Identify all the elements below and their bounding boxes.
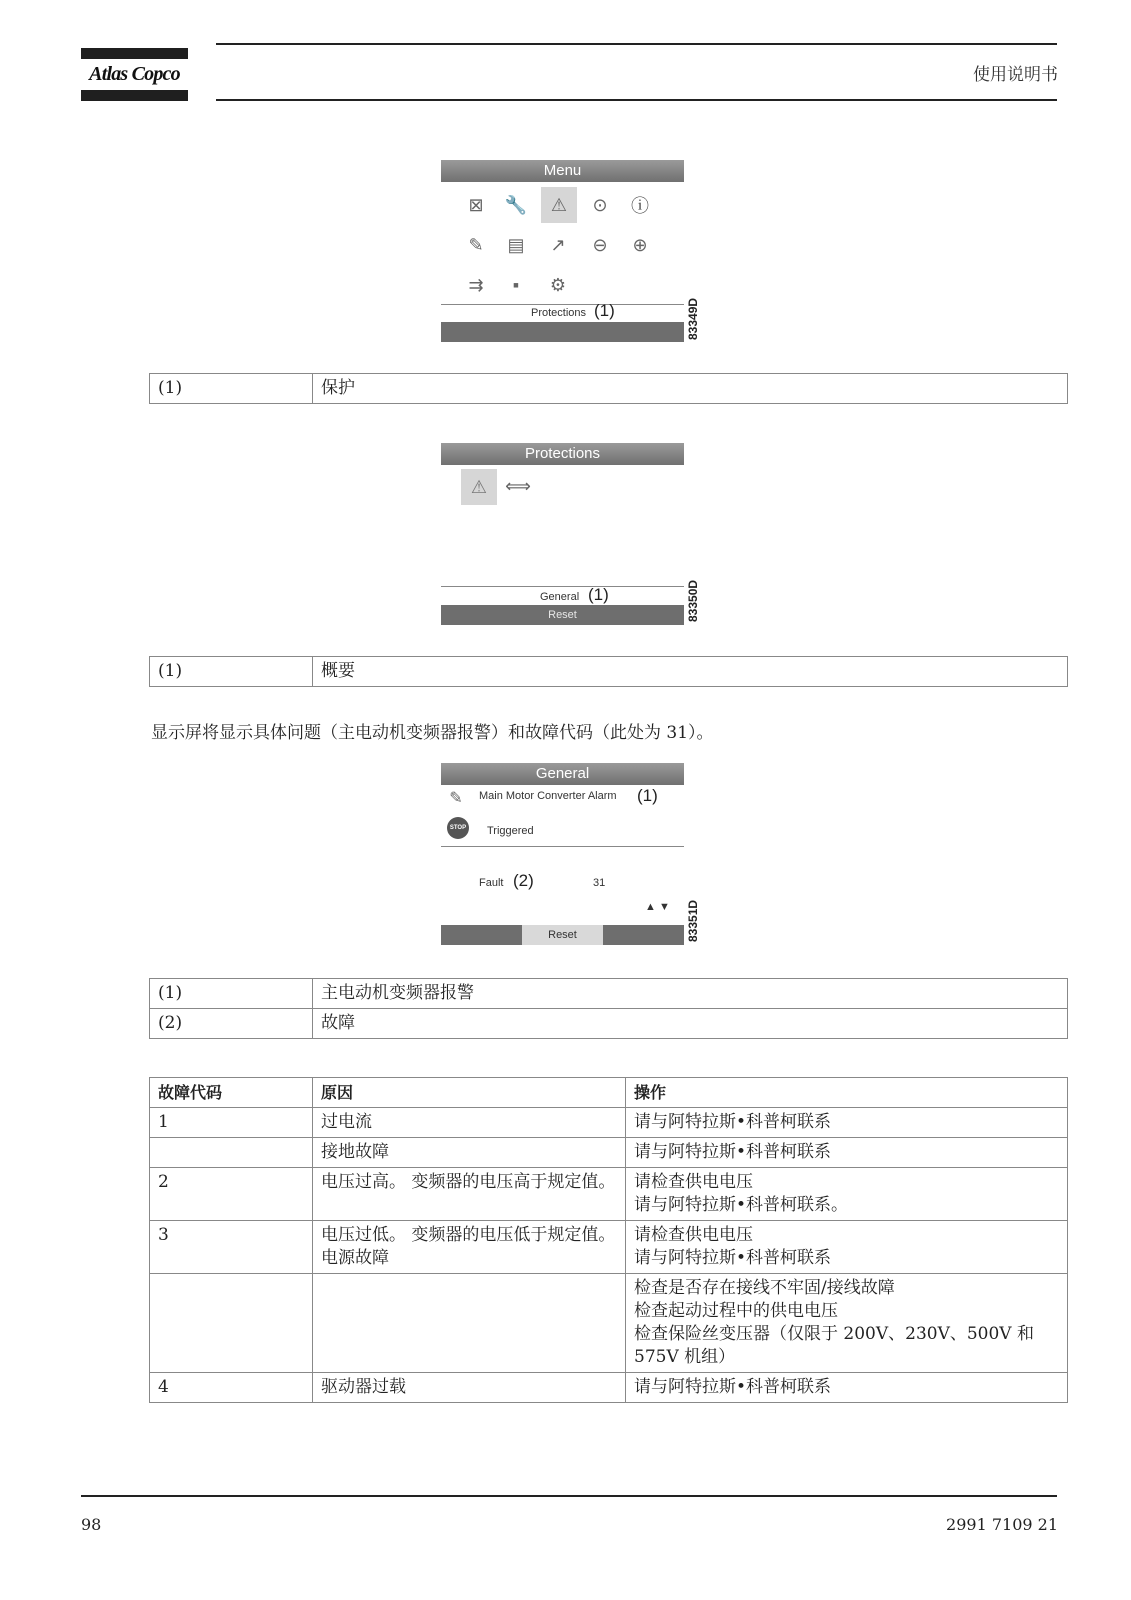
callout-marker: (1): [594, 301, 615, 320]
fault-cause-cell: [313, 1274, 626, 1373]
fault-action-cell: 请与阿特拉斯•科普柯联系: [626, 1138, 1068, 1168]
fault-cause-cell: 驱动器过载: [313, 1373, 626, 1403]
fault-code-cell: 4: [150, 1373, 313, 1403]
table-row: [150, 979, 1068, 1009]
save-icon: ▪: [512, 274, 520, 295]
input-icon: ⊖: [592, 234, 608, 255]
trend-icon: ↗: [550, 234, 566, 255]
fault-code-cell: [150, 1138, 313, 1168]
general-divider: [441, 846, 684, 847]
stop-icon: STOP: [447, 817, 469, 839]
menu-selected-label: Protections: [531, 307, 587, 319]
fault-action-cell: 请与阿特拉斯•科普柯联系: [626, 1108, 1068, 1138]
dropdown-icon: ⊙: [592, 194, 608, 215]
atlas-copco-logo: [81, 48, 188, 100]
protections-divider: [441, 586, 684, 587]
state-text: Triggered: [487, 825, 534, 837]
legend-key: (1): [150, 979, 313, 1009]
fault-label: Fault: [479, 877, 504, 889]
page-number: 98: [81, 1515, 102, 1534]
fault-action-cell: 请检查供电电压 请与阿特拉斯•科普柯联系。: [626, 1168, 1068, 1221]
legend-table-3: [149, 978, 1068, 1039]
menu-screen-title: Menu: [441, 160, 684, 182]
column-header-action: 操作: [626, 1078, 1068, 1108]
table-row: [150, 1221, 1068, 1274]
pen-icon: ✎: [468, 234, 484, 255]
column-header-cause: 原因: [313, 1078, 626, 1108]
figure-code: 83349D: [686, 297, 700, 340]
fault-cause-cell: 过电流: [313, 1108, 626, 1138]
footer-rule: [81, 1495, 1057, 1497]
table-row: [150, 1373, 1068, 1403]
fault-code-table: [149, 1077, 1068, 1403]
reset-button[interactable]: Reset: [441, 605, 684, 625]
fault-code-cell: 1: [150, 1108, 313, 1138]
protections-selected-label: General: [540, 591, 580, 603]
output-icon: ⊕: [632, 234, 648, 255]
general-screen: [441, 763, 684, 947]
fault-cause-cell: 接地故障: [313, 1138, 626, 1168]
legend-key: (1): [150, 374, 313, 404]
fault-action-cell: 检查是否存在接线不牢固/接线故障 检查起动过程中的供电电压 检查保险丝变压器（仅限于 200V、230V、500V 和 575V 机组）: [626, 1274, 1068, 1373]
converter-icon: ⇉: [468, 274, 484, 295]
legend-key: (2): [150, 1009, 313, 1039]
legend-value: 保护: [313, 374, 1068, 404]
alarm-text: Main Motor Converter Alarm: [479, 790, 617, 802]
menu-bottom-bar: [441, 322, 684, 342]
column-header-code: 故障代码: [150, 1078, 313, 1108]
legend-key: (1): [150, 657, 313, 687]
logo-bar-bottom: [81, 90, 188, 101]
fault-action-cell: 请检查供电电压 请与阿特拉斯•科普柯联系: [626, 1221, 1068, 1274]
callout-marker: (2): [513, 871, 534, 890]
protections-screen: [441, 443, 684, 627]
fault-code-cell: [150, 1274, 313, 1373]
legend-table-2: [149, 656, 1068, 687]
fault-cause-cell: 电压过低。 变频器的电压低于规定值。 电源故障: [313, 1221, 626, 1274]
fault-code-cell: 2: [150, 1168, 313, 1221]
protections-icon: ⚠: [541, 187, 577, 223]
logo-wordmark: Atlas Copco: [89, 63, 180, 85]
table-header-row: [150, 1078, 1068, 1108]
figure-code: 83350D: [686, 579, 700, 622]
figure-code: 83351D: [686, 899, 700, 942]
explanation-paragraph: 显示屏将显示具体问题（主电动机变频器报警）和故障代码（此处为 31）。: [151, 723, 714, 743]
fault-value: 31: [593, 877, 606, 889]
table-row: [150, 1274, 1068, 1373]
gears-icon: ⚙: [549, 274, 567, 295]
general-bottom-bar: [441, 925, 684, 945]
info-icon: ⓘ: [631, 196, 649, 216]
callout-marker: (1): [637, 786, 658, 805]
fault-cause-cell: 电压过高。 变频器的电压高于规定值。: [313, 1168, 626, 1221]
logo-bar-top: [81, 48, 188, 59]
table-row: [150, 1138, 1068, 1168]
scroll-arrows-icon[interactable]: ▲ ▼: [645, 901, 670, 913]
fault-action-cell: 请与阿特拉斯•科普柯联系: [626, 1373, 1068, 1403]
table-row: [150, 1108, 1068, 1138]
table-row: [150, 657, 1068, 687]
reset-button[interactable]: Reset: [522, 925, 603, 945]
wrench-icon: 🔧: [504, 194, 528, 215]
legend-table-1: [149, 373, 1068, 404]
menu-screen: [441, 160, 684, 344]
table-row: [150, 1009, 1068, 1039]
header-rule-top: [216, 43, 1057, 45]
document-title: 使用说明书: [973, 65, 1058, 85]
fault-code-cell: 3: [150, 1221, 313, 1274]
legend-value: 概要: [313, 657, 1068, 687]
table-row: [150, 1168, 1068, 1221]
general-protection-icon: ⚠: [461, 469, 497, 505]
menu-divider: [441, 304, 684, 305]
alarm-icon: ✎: [449, 790, 463, 807]
protections-screen-title: Protections: [441, 443, 684, 465]
general-screen-title: General: [441, 763, 684, 785]
callout-marker: (1): [588, 585, 609, 604]
legend-value: 故障: [313, 1009, 1068, 1039]
table-row: [150, 374, 1068, 404]
header-rule-bottom: [216, 99, 1057, 101]
counter-icon: ▤: [507, 234, 525, 255]
legend-value: 主电动机变频器报警: [313, 979, 1068, 1009]
motor-protection-icon: ⟺: [505, 475, 531, 496]
document-number: 2991 7109 21: [946, 1515, 1058, 1534]
status-icon: ⊠: [468, 194, 484, 215]
